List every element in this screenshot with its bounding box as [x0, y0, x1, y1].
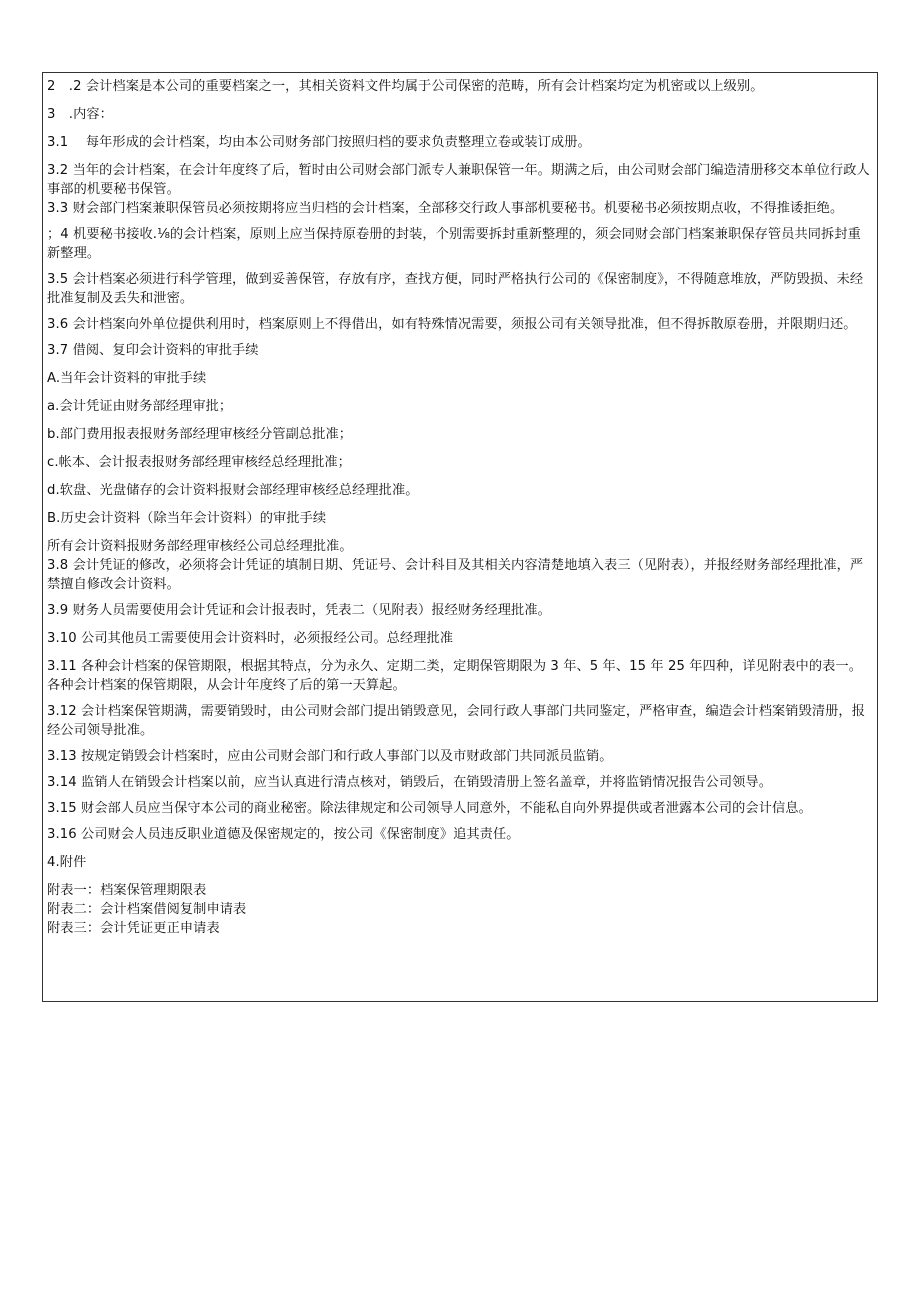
paragraph-3-2: 3.2 当年的会计档案，在会计年度终了后，暂时由公司财会部门派专人兼职保管一年。期满之后，由公司财会部门编造清册移交本单位行政人事部的机要秘书保管。: [47, 163, 870, 197]
paragraph-3-3: 3.3 财会部门档案兼职保管员必须按期将应当归档的会计档案，全部移交行政人事部机要秘书。机要秘书必须按期点收，不得推诿拒绝。: [47, 201, 844, 216]
attachment-table-1: 附表一：档案保管理期限表: [47, 883, 207, 898]
paragraph-3-5: 3.5 会计档案必须进行科学管理，做到妥善保管，存放有序，查找方便，同时严格执行公司的《保密制度》，不得随意堆放，严防毁损、未经批准复制及丢失和泄密。: [47, 272, 864, 306]
paragraph-2-2: 2 .2 会计档案是本公司的重要档案之一，其相关资料文件均属于公司保密的范畴，所有会计档案均定为机密或以上级别。: [47, 79, 764, 94]
attachment-table-3: 附表三：会计凭证更正申请表: [47, 921, 220, 936]
paragraph-3-7-b: B.历史会计资料（除当年会计资料）的审批手续: [47, 511, 327, 526]
paragraph-3-9: 3.9 财务人员需要使用会计凭证和会计报表时，凭表二（见附表）报经财务经理批准。: [47, 603, 551, 618]
document-frame: [42, 72, 878, 1002]
paragraph-3-13: 3.13 按规定销毁会计档案时，应由公司财会部门和行政人事部门以及市财政部门共同派员监销。: [47, 749, 613, 764]
paragraph-3-7-a-d: d.软盘、光盘储存的会计资料报财会部经理审核经总经理批准。: [47, 483, 419, 498]
attachment-table-2: 附表二：会计档案借阅复制申请表: [47, 902, 247, 917]
paragraph-3-7-a-c: c.帐本、会计报表报财务部经理审核经总经理批准；: [47, 455, 351, 470]
paragraph-3-7-a-b: b.部门费用报表报财务部经理审核经分管副总批准；: [47, 427, 353, 442]
paragraph-3-15: 3.15 财会部人员应当保守本公司的商业秘密。除法律规定和公司领导人同意外，不能私自向外界提供或者泄露本公司的会计信息。: [47, 801, 812, 816]
paragraph-3-1: 3.1 每年形成的会计档案，均由本公司财务部门按照归档的要求负责整理立卷或装订成册。: [47, 135, 591, 150]
paragraph-3-7: 3.7 借阅、复印会计资料的审批手续: [47, 343, 259, 358]
heading-4-attachments: 4.附件: [47, 855, 87, 870]
paragraph-3-4: ；4 机要秘书接收.⅛的会计档案，原则上应当保持原卷册的封装，个别需要拆封重新整理的，须会同财会部门档案兼职保存管员共同拆封重新整理。: [47, 227, 861, 261]
paragraph-3-6: 3.6 会计档案向外单位提供利用时，档案原则上不得借出，如有特殊情况需要，须报公司有关领导批准，但不得拆散原卷册，并限期归还。: [47, 317, 857, 332]
paragraph-3-10: 3.10 公司其他员工需要使用会计资料时，必须报经公司。总经理批准: [47, 631, 454, 646]
paragraph-3-7-a-a: a.会计凭证由财务部经理审批；: [47, 399, 233, 414]
paragraph-3-7-a: A.当年会计资料的审批手续: [47, 371, 207, 386]
heading-3-content: 3 .内容：: [47, 107, 113, 122]
paragraph-3-14: 3.14 监销人在销毁会计档案以前，应当认真进行清点核对，销毁后，在销毁清册上签名盖章，并将监销情况报告公司领导。: [47, 775, 772, 790]
paragraph-3-16: 3.16 公司财会人员违反职业道德及保密规定的，按公司《保密制度》追其责任。: [47, 827, 520, 842]
paragraph-3-11: 3.11 各种会计档案的保管期限，根据其特点，分为永久、定期二类，定期保管期限为 3 年、5 年、15 年 25 年四种，详见附表中的表一。各种会计档案的保管期限，从会计年度终了后的第一天算起。: [47, 659, 862, 693]
paragraph-3-8: 3.8 会计凭证的修改，必须将会计凭证的填制日期、凭证号、会计科目及其相关内容清楚地填入表三（见附表），并报经财务部经理批准，严禁擅自修改会计资料。: [47, 558, 864, 592]
paragraph-3-12: 3.12 会计档案保管期满，需要销毁时，由公司财会部门提出销毁意见，会同行政人事部门共同鉴定，严格审查，编造会计档案销毁清册，报经公司领导批准。: [47, 704, 866, 738]
paragraph-3-7-b-text: 所有会计资料报财务部经理审核经公司总经理批准。: [47, 539, 353, 554]
